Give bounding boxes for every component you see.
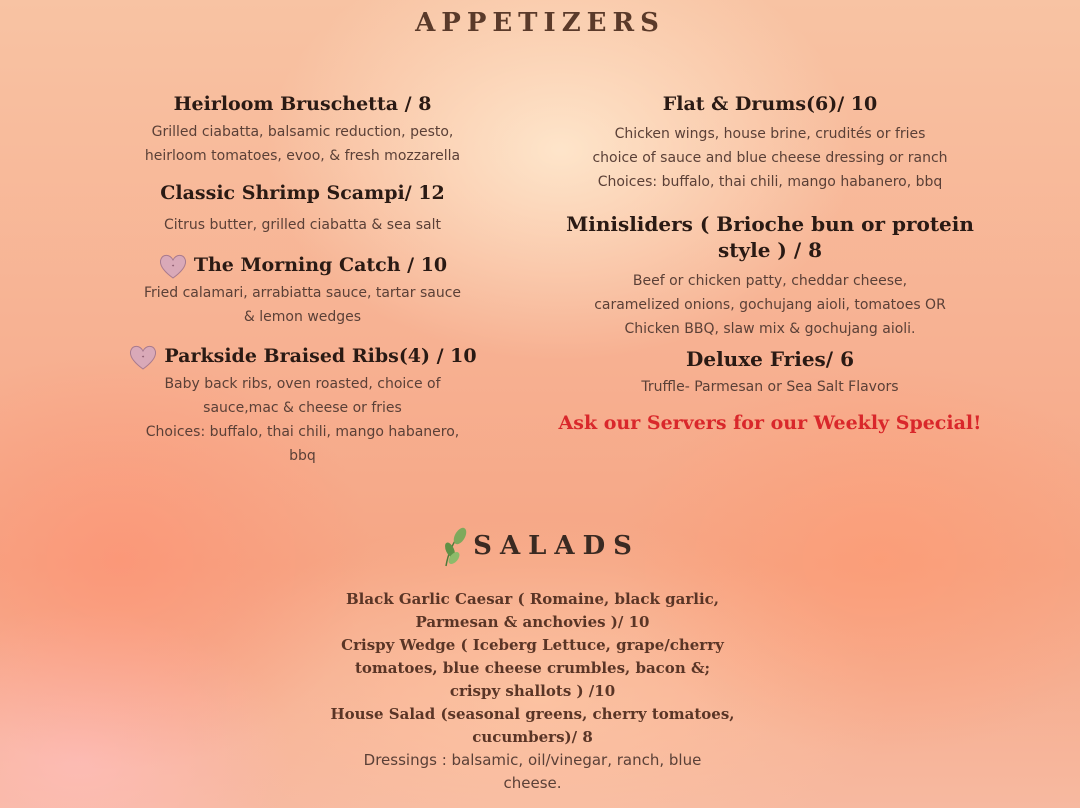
item-desc: Choices: buffalo, thai chili, mango habanero, bbq xyxy=(597,174,943,190)
item-desc: caramelized onions, gochujang aioli, tomatoes OR xyxy=(594,297,946,313)
item-title: style ) / 8 xyxy=(717,238,822,262)
item-desc: choice of sauce and blue cheese dressing or ranch xyxy=(592,150,948,166)
salad-line: crispy shallots ) /10 xyxy=(449,682,616,700)
menu-item-bruschetta xyxy=(95,92,510,168)
salad-line: House Salad (seasonal greens, cherry tomatoes, xyxy=(330,705,735,723)
item-title: Classic Shrimp Scampi/ 12 xyxy=(160,182,445,204)
salad-line: Black Garlic Caesar ( Romaine, black garlic, xyxy=(345,590,719,608)
weekly-special-note: Ask our Servers for our Weekly Special! xyxy=(558,412,982,434)
item-desc: Choices: buffalo, thai chili, mango habanero, xyxy=(145,424,460,440)
heart-badge-icon xyxy=(158,251,188,281)
item-desc: Truffle- Parmesan or Sea Salt Flavors xyxy=(641,379,899,395)
menu-item-shrimp-scampi xyxy=(95,181,510,237)
appetizers-heading: APPETIZERS xyxy=(415,8,665,38)
item-desc: & lemon wedges xyxy=(243,309,362,325)
salads-list xyxy=(320,588,745,795)
item-desc: Grilled ciabatta, balsamic reduction, pesto, xyxy=(151,124,454,140)
item-title: The Morning Catch / 10 xyxy=(193,254,448,276)
salad-line: Parmesan & anchovies )/ 10 xyxy=(415,613,650,631)
menu-item-minisliders xyxy=(555,211,985,341)
item-desc: sauce,mac & cheese or fries xyxy=(203,400,402,416)
salad-line: cucumbers)/ 8 xyxy=(472,728,593,746)
leaf-icon xyxy=(440,524,468,568)
item-title: Heirloom Bruschetta / 8 xyxy=(173,93,432,115)
item-desc: Citrus butter, grilled ciabatta & sea salt xyxy=(164,217,441,233)
item-desc: Chicken wings, house brine, crudités or fries xyxy=(614,126,926,142)
item-title: Flat & Drums(6)/ 10 xyxy=(662,93,878,115)
salad-line: Crispy Wedge ( Iceberg Lettuce, grape/cherry xyxy=(341,636,724,654)
dressings-line: Dressings : balsamic, oil/vinegar, ranch, blue xyxy=(363,751,702,769)
svg-text:✦: ✦ xyxy=(171,263,175,268)
salads-heading: SALADS xyxy=(473,531,640,561)
item-title: Minisliders ( Brioche bun or protein xyxy=(566,212,974,236)
salads-heading-row xyxy=(0,524,1080,568)
menu-item-flat-drums xyxy=(555,92,985,194)
item-desc: Fried calamari, arrabiatta sauce, tartar sauce xyxy=(143,285,462,301)
menu-item-morning-catch xyxy=(95,251,510,329)
item-desc: Beef or chicken patty, cheddar cheese, xyxy=(632,273,908,289)
item-desc: Chicken BBQ, slaw mix & gochujang aioli. xyxy=(624,321,916,337)
menu-item-deluxe-fries xyxy=(555,347,985,399)
dressings-line: cheese. xyxy=(503,774,562,792)
salad-line: tomatoes, blue cheese crumbles, bacon &; xyxy=(354,659,711,677)
menu-item-braised-ribs xyxy=(95,342,510,468)
item-title: Deluxe Fries/ 6 xyxy=(686,347,854,371)
item-desc: heirloom tomatoes, evoo, & fresh mozzarella xyxy=(144,148,461,164)
item-desc: Baby back ribs, oven roasted, choice of xyxy=(164,376,441,392)
heart-badge-icon xyxy=(128,342,158,372)
item-title: Parkside Braised Ribs(4) / 10 xyxy=(164,345,477,367)
svg-text:✦: ✦ xyxy=(141,354,146,359)
item-desc: bbq xyxy=(289,448,316,464)
